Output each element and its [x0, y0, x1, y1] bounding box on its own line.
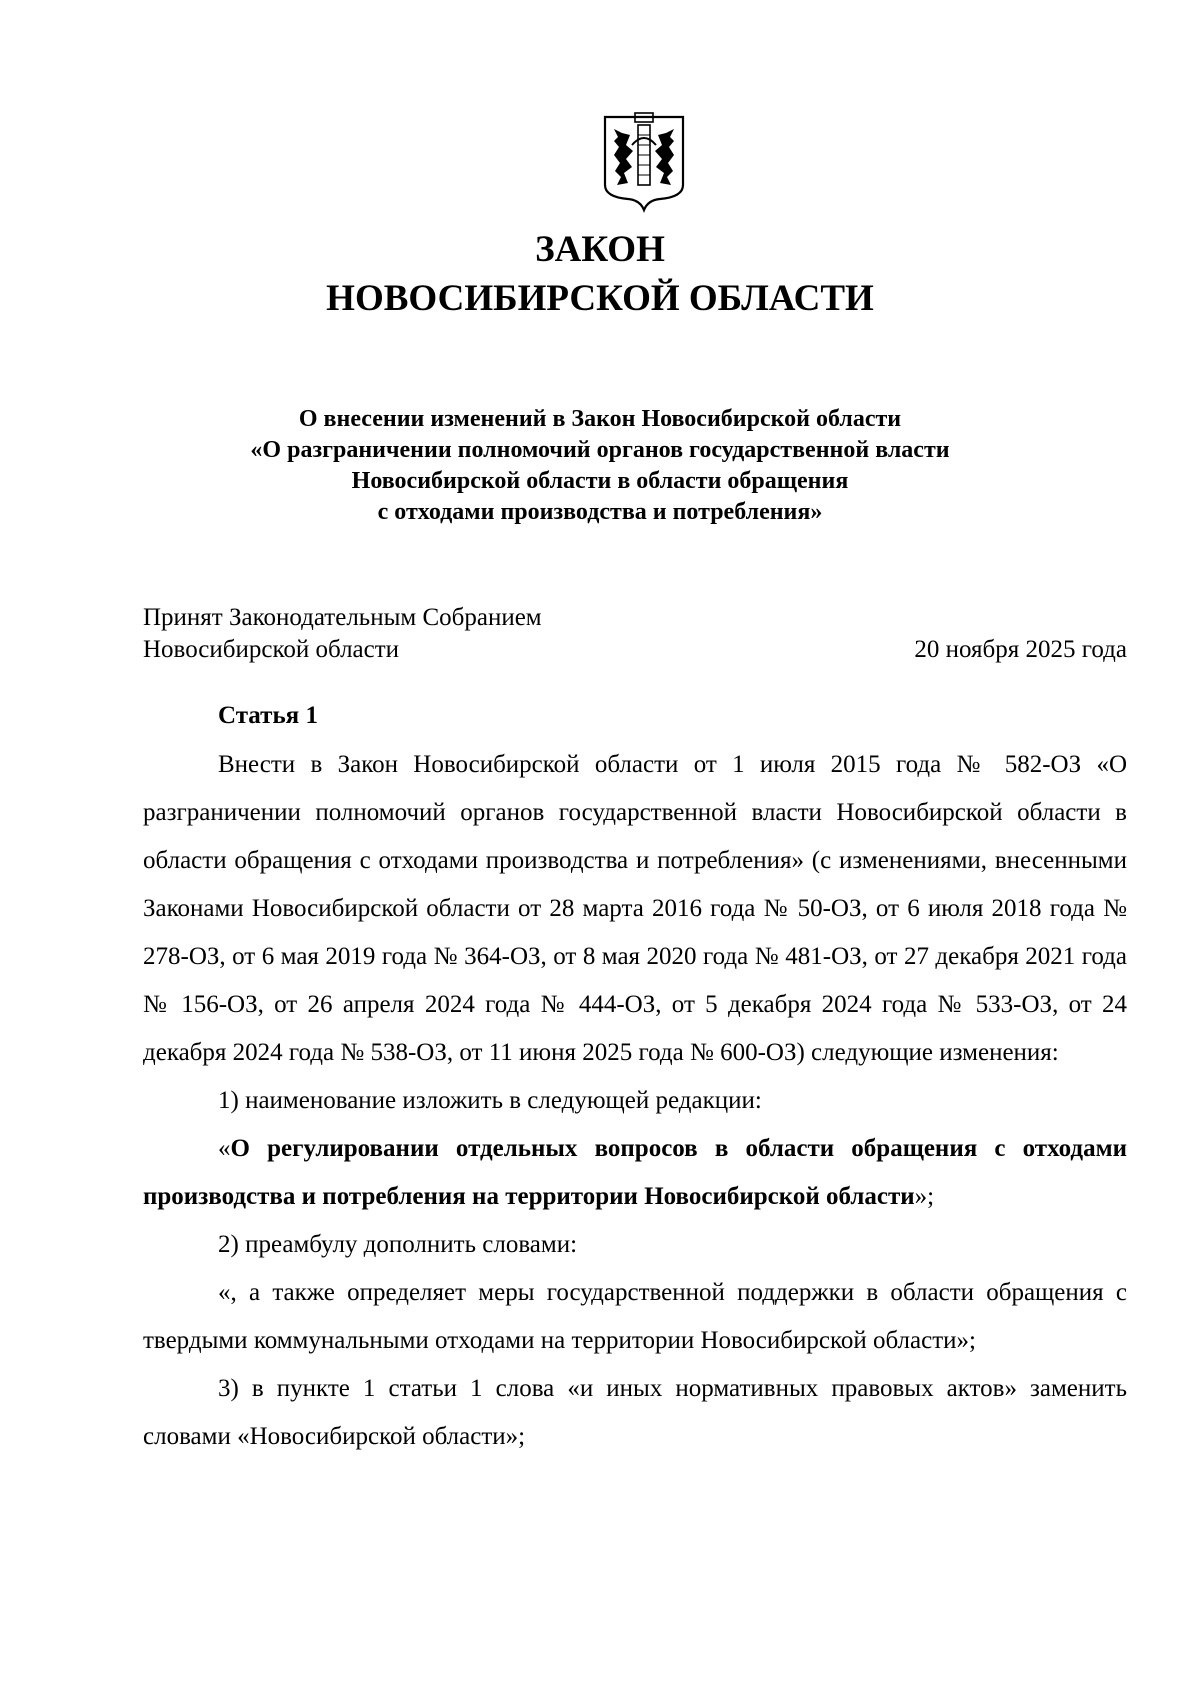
item-2-text: «, а также определяет меры государственной поддержки в области обращения с твердыми коммунальными отходами на территории Новосибирской области»;	[143, 1279, 1127, 1354]
article-intro: Внести в Закон Новосибирской области от 1 июля 2015 года № 582-ОЗ «О разграничении полномочий органов государственной власти Новосибирской области в области обращения с отходами производства и потребления» (с изменениями, внесенными Законами Новосибирской области от 28 марта 2016 года № 50-ОЗ, от 6 июля 2018 года № 278-ОЗ, от 6 мая 2019 года № 364-ОЗ, от 8 мая 2020 года № 481-ОЗ, от 27 декабря 2021 года № 156-ОЗ, от 26 апреля 2024 года № 444-ОЗ, от 5 декабря 2024 года № 533-ОЗ, от 24 декабря 2024 года № 538-ОЗ, от 11 июня 2025 года № 600-ОЗ) следующие изменения:	[143, 751, 1127, 1066]
item-3: 3) в пункте 1 статьи 1 слова «и иных нормативных правовых актов» заменить словами «Новосибирской области»;	[143, 1375, 1127, 1450]
law-title-line-2: НОВОСИБИРСКОЙ ОБЛАСТИ	[326, 278, 874, 319]
law-subject	[0, 404, 1200, 528]
article-heading: Статья 1	[218, 702, 318, 729]
article-body	[143, 741, 1127, 1461]
item-1-new-title	[143, 1125, 1127, 1221]
item-1-open-quote: «	[218, 1135, 231, 1162]
adoption-note	[143, 602, 542, 666]
item-1-close-quote: »;	[914, 1183, 935, 1210]
coat-of-arms-emblem	[602, 111, 686, 213]
coat-of-arms-icon	[602, 111, 686, 213]
subject-line-3: Новосибирской области в области обращения	[351, 468, 849, 494]
subject-line-1: О внесении изменений в Закон Новосибирской области	[298, 406, 902, 432]
item-1: 1) наименование изложить в следующей редакции:	[218, 1087, 762, 1114]
item-1-bold-title: О регулировании отдельных вопросов в области обращения с отходами производства и потребления на территории Новосибирской области	[143, 1135, 1127, 1210]
adoption-date: 20 ноября 2025 года	[914, 636, 1127, 663]
adoption-line-1: Принят Законодательным Собранием	[143, 604, 542, 631]
item-2: 2) преамбулу дополнить словами:	[218, 1231, 578, 1258]
subject-line-4: с отходами производства и потребления»	[377, 499, 823, 525]
subject-line-2: «О разграничении полномочий органов государственной власти	[250, 437, 950, 463]
law-title-line-1: ЗАКОН	[535, 229, 665, 270]
adoption-line-2: Новосибирской области	[143, 636, 400, 663]
